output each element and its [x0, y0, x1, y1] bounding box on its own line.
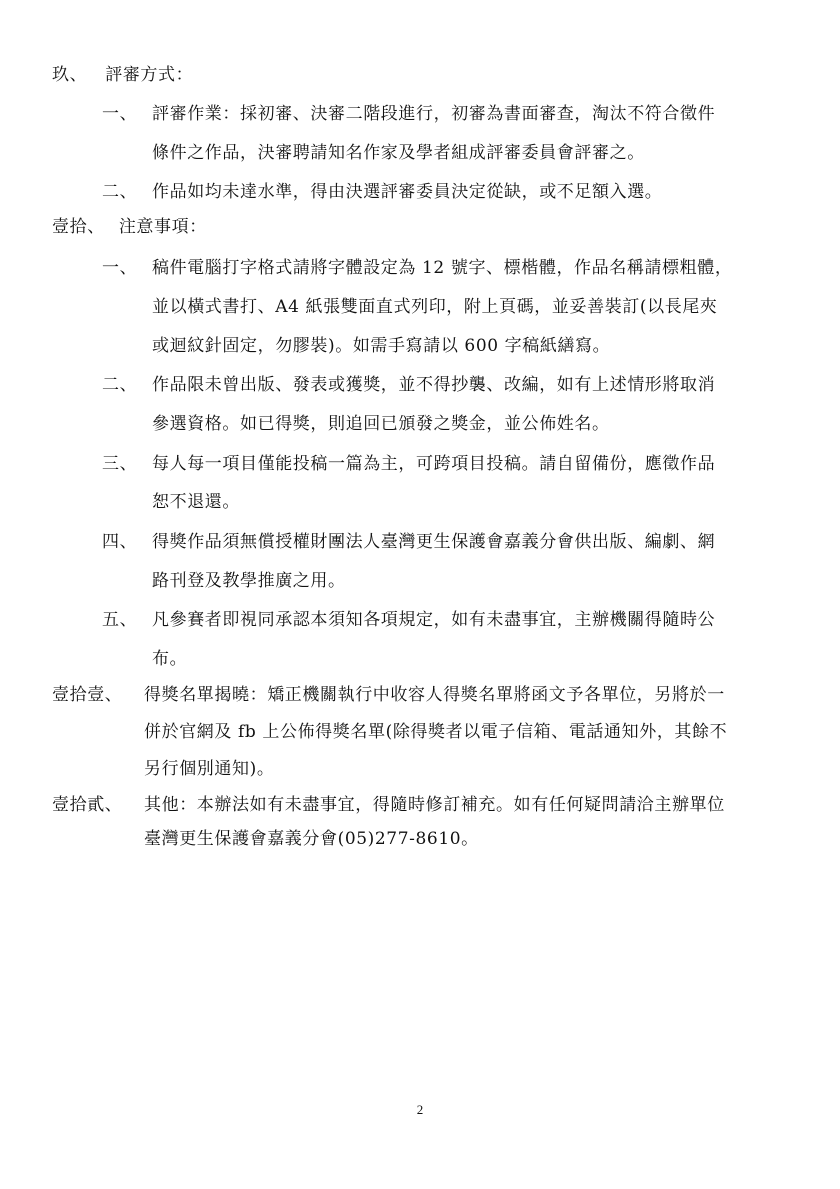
- item-number: 四、: [102, 532, 138, 552]
- item-text-line: 並以橫式書打、A4 紙張雙面直式列印，附上頁碼，並妥善裝訂(以長尾夾: [152, 297, 718, 317]
- section-11-number: 壹拾壹、: [52, 685, 123, 705]
- item-text-line: 稿件電腦打字格式請將字體設定為 12 號字、標楷體，作品名稱請標粗體，: [152, 258, 733, 278]
- section-12-cont: [144, 827, 479, 851]
- item-text-line: 路刊登及教學推廣之用。: [152, 571, 346, 591]
- section-11-text-line: 併於官網及 fb 上公佈得獎名單(除得獎者以電子信箱、電話通知外，其餘不: [144, 722, 728, 742]
- item-number: 一、: [102, 104, 138, 124]
- section-12-number: 壹拾貳、: [52, 795, 123, 815]
- section-9-title: 評審方式：: [105, 65, 194, 85]
- section-11-cont: [144, 720, 727, 744]
- item-text-line: 作品如均未達水準，得由決選評審委員決定從缺，或不足額入選。: [152, 182, 663, 202]
- section-12-text-line: 其他：本辦法如有未盡事宜，得隨時修訂補充。如有任何疑問請洽主辦單位: [144, 795, 725, 815]
- item-number: 二、: [102, 182, 138, 202]
- page-number: 2: [416, 1102, 424, 1117]
- item-text-line: 布。: [152, 649, 188, 669]
- section-10-item-1-cont: [152, 295, 718, 319]
- section-10-number: 壹拾、: [52, 217, 105, 237]
- section-11-text-line: 得獎名單揭曉：矯正機關執行中收容人得獎名單將函文予各單位，另將於一: [144, 685, 725, 705]
- item-text-line: 凡參賽者即視同承認本須知各項規定，如有未盡事宜，主辦機關得隨時公: [152, 610, 716, 630]
- section-10-item-2-cont: [152, 412, 610, 436]
- item-number: 三、: [102, 454, 138, 474]
- section-9-item-1-cont: [152, 141, 645, 165]
- section-9-heading: [52, 63, 193, 87]
- item-text-line: 評審作業：採初審、決審二階段進行，初審為書面審查，淘汰不符合徵件: [152, 104, 716, 124]
- item-text-line: 得獎作品須無償授權財團法人臺灣更生保護會嘉義分會供出版、編劇、網: [152, 532, 716, 552]
- item-number: 一、: [102, 258, 138, 278]
- section-11-cont: [144, 757, 274, 781]
- section-10-item-5-cont: [152, 647, 187, 671]
- section-10-item-3-cont: [152, 490, 240, 514]
- item-text-line: 參選資格。如已得獎，則追回已頒發之獎金，並公佈姓名。: [152, 414, 610, 434]
- item-text-line: 作品限未曾出版、發表或獲獎，並不得抄襲、改編，如有上述情形將取消: [152, 375, 716, 395]
- item-text-line: 恕不退還。: [152, 492, 240, 512]
- section-12-text-line: 臺灣更生保護會嘉義分會(05)277-8610。: [144, 829, 479, 849]
- item-number: 二、: [102, 375, 138, 395]
- item-number: 五、: [102, 610, 138, 630]
- item-text-line: 或迴紋針固定，勿膠裝)。如需手寫請以 600 字稿紙繕寫。: [152, 336, 611, 356]
- section-9-number: 玖、: [52, 65, 88, 85]
- item-text-line: 每人每一項目僅能投稿一篇為主，可跨項目投稿。請自留備份，應徵作品: [152, 454, 716, 474]
- section-10-heading: [52, 215, 207, 239]
- section-10-title: 注意事項：: [118, 217, 207, 237]
- section-10-item-4-cont: [152, 569, 346, 593]
- item-text-line: 條件之作品，決審聘請知名作家及學者組成評審委員會評審之。: [152, 143, 645, 163]
- section-11-text-line: 另行個別通知)。: [144, 759, 275, 779]
- section-10-item-1-cont: [152, 334, 610, 358]
